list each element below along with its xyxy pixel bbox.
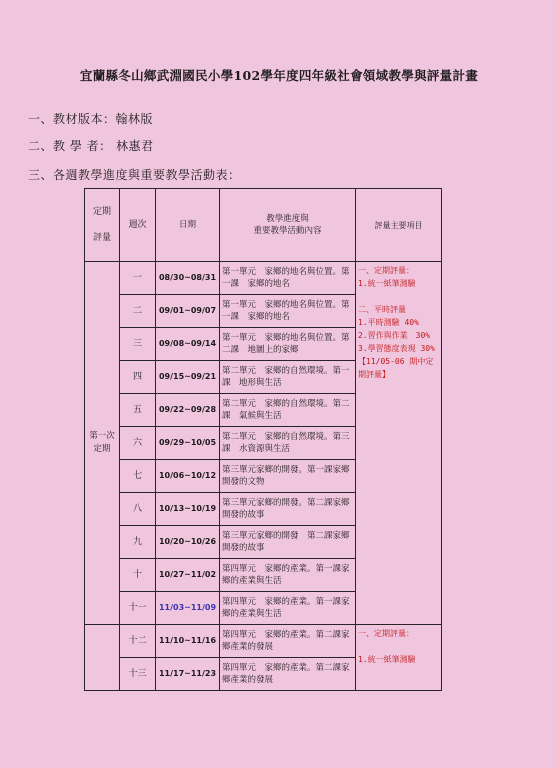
header-content-line1: 教學進度與 [266,214,309,224]
content-cell: 第三單元家鄉的開發。第二課家鄉開發的故事 [220,493,356,526]
header-exam [85,189,120,262]
eval-group-1 [356,262,442,625]
header-date: 日期 [156,189,220,262]
date-cell: 10/06~10/12 [156,460,220,493]
week-cell: 十 [120,559,156,592]
table-header-row [85,189,442,262]
date-cell: 09/29~10/05 [156,427,220,460]
date-cell: 11/10~11/16 [156,625,220,658]
date-cell: 09/22~09/28 [156,394,220,427]
week-cell: 八 [120,493,156,526]
date-cell: 11/17~11/23 [156,658,220,691]
exam-group-1-line1: 第一次 [89,431,115,441]
content-cell: 第四單元 家鄉的產業。第一課家鄉的產業與生活 [220,559,356,592]
schedule-table [84,188,442,691]
week-cell: 十一 [120,592,156,625]
header-exam-line2: 評量 [92,233,111,243]
week-cell: 二 [120,295,156,328]
week-cell: 九 [120,526,156,559]
date-cell: 09/01~09/07 [156,295,220,328]
week-cell: 七 [120,460,156,493]
header-content-line2: 重要教學活動內容 [253,226,322,236]
header-content [220,189,356,262]
week-cell: 十三 [120,658,156,691]
eval-line: 二、平時評量 [358,305,406,314]
eval-line: 3.學習態度表現 30% [358,344,435,353]
table-row [85,625,442,658]
week-cell: 六 [120,427,156,460]
week-cell: 四 [120,361,156,394]
content-cell: 第三單元家鄉的開發。第一課家鄉開發的文物 [220,460,356,493]
content-cell: 第四單元 家鄉的產業。第二課家鄉產業的發展 [220,625,356,658]
content-cell: 第四單元 家鄉的產業。第一課家鄉的產業與生活 [220,592,356,625]
eval-line: 1.統一紙筆測驗 [358,655,416,664]
eval-line [358,290,439,303]
eval-line: 1.平時測驗 40% [358,318,419,327]
week-cell: 十二 [120,625,156,658]
teacher-name: 二、教 學 者： 林惠君 [28,139,154,153]
content-cell: 第一單元 家鄉的地名與位置。第一課 家鄉的地名 [220,295,356,328]
content-cell: 第四單元 家鄉的產業。第二課家鄉產業的發展 [220,658,356,691]
content-cell: 第三單元家鄉的開發 第二課家鄉開發的故事 [220,526,356,559]
exam-group-1-line2: 定期 [93,444,111,454]
textbook-version: 一、教材版本：翰林版 [28,112,154,126]
exam-group-1 [85,262,120,625]
date-cell: 09/08~09/14 [156,328,220,361]
date-cell: 10/27~11/02 [156,559,220,592]
date-cell: 09/15~09/21 [156,361,220,394]
week-cell: 一 [120,262,156,295]
content-cell: 第二單元 家鄉的自然環境。第一課 地形與生活 [220,361,356,394]
table-row [85,262,442,295]
content-cell: 第一單元 家鄉的地名與位置。第一課 家鄉的地名 [220,262,356,295]
date-cell: 10/13~10/19 [156,493,220,526]
header-week: 週次 [120,189,156,262]
schedule-heading: 三、各週教學進度與重要教學活動表： [28,168,241,182]
content-cell: 第二單元 家鄉的自然環境。第三課 水資源與生活 [220,427,356,460]
eval-group-2 [356,625,442,691]
date-cell: 08/30~08/31 [156,262,220,295]
eval-line: 1.統一紙筆測驗 [358,279,416,288]
content-cell: 第二單元 家鄉的自然環境。第二課 氣候與生活 [220,394,356,427]
eval-line [358,640,439,653]
week-cell: 五 [120,394,156,427]
date-cell-highlight: 11/03~11/09 [156,592,220,625]
document-title: 宜蘭縣冬山鄉武淵國民小學102學年度四年級社會領域教學與評量計畫 [79,68,479,83]
eval-line: 一、定期評量： [358,629,414,638]
header-eval: 評量主要項目 [356,189,442,262]
eval-line: 一、定期評量： [358,266,414,275]
header-exam-line1: 定期 [92,207,111,217]
date-cell: 10/20~10/26 [156,526,220,559]
eval-line: 2.習作與作業 30% [358,331,431,340]
eval-line: 【11/05-06 期中定期評量】 [358,357,434,379]
week-cell: 三 [120,328,156,361]
content-cell: 第一單元 家鄉的地名與位置。第二課 地圖上的家鄉 [220,328,356,361]
exam-group-2 [85,625,120,691]
